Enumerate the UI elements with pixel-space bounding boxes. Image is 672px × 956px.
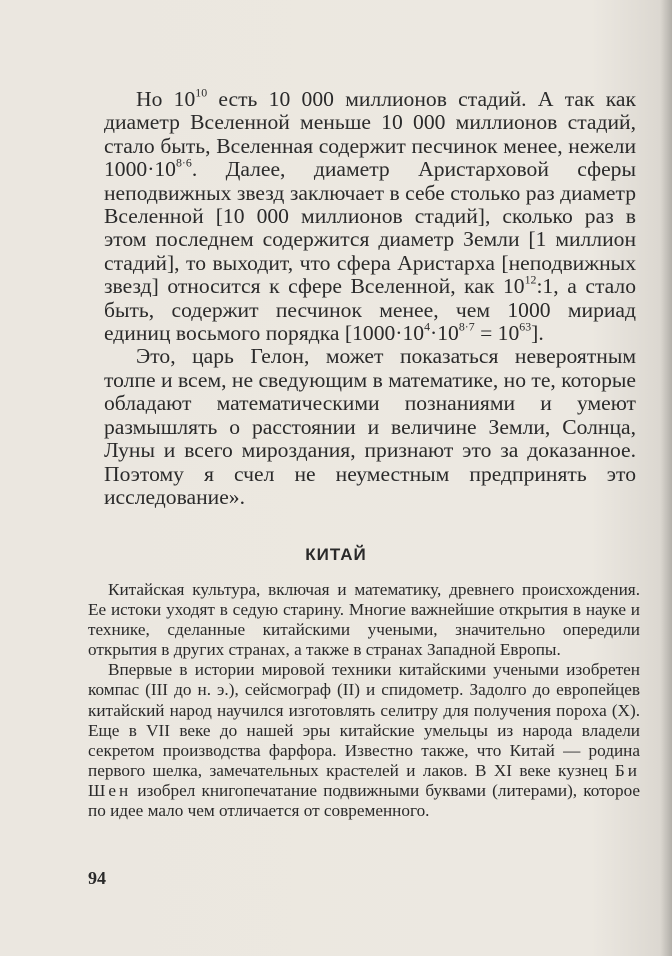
text-run: изобрел книгопечатание подвижными буквами (литерами), которое по идее мало чем отличается от современного. <box>88 780 640 821</box>
quote-paragraph-1 <box>104 85 636 346</box>
body-paragraph-1: Китайская культура, включая и математику, древнего происхождения. Ее истоки уходят в седую старину. Многие важнейшие открытия в науке и технике, сделанные китайскими учеными, значительно опередили открытия в других странах, а также в странах Западной Европы. <box>88 580 640 660</box>
quote-block <box>104 85 636 509</box>
superscript: 8·7 <box>458 319 475 334</box>
superscript: 8·6 <box>175 155 192 170</box>
superscript: 12 <box>524 272 537 287</box>
text-run: ·10 <box>430 321 459 346</box>
superscript: 63 <box>519 319 532 334</box>
text-run: Но 10 <box>136 87 196 111</box>
page-number: 94 <box>88 868 106 888</box>
text-run: :1, а стало быть, содержит песчинок менее, чем 1000 мириад единиц восьмого порядка [1000·10 <box>104 274 636 346</box>
section-body <box>88 580 640 821</box>
page-edge-shadow <box>660 0 672 956</box>
section-heading: КИТАЙ <box>305 545 367 564</box>
text-run: = 10 <box>474 321 520 346</box>
text-run: Впервые в истории мировой техники китайскими учеными изобретен компас (III до н. э.), сейсмограф (II) и спидометр. Задолго до европейцев китайский народ научился изготовлять селитру для получения пороха (X). Еще в VII веке до нашей эры китайские умельцы из народа владели секретом производства фарфора. Известно также, что Китай — родина первого шелка, замечательных крастелей и лаков. В XI веке кузнец <box>88 660 640 780</box>
quote-paragraph-2: Это, царь Гелон, может показаться невероятным толпе и всем, не сведующим в математике, но те, которые обладают математическими познаниями и умеют размышлять о расстоянии и величине Земли, Солнца, Луны и всего мироздания, признают это за доказанное. Поэтому я счел не неуместным предпринять это исследование». <box>104 344 636 509</box>
text-run: . Далее, диаметр Аристарховой сферы неподвижных звезд заключает в себе столько раз диаметр Вселенной [10 000 миллионов стадий], сколько раз в этом последнем содержится диаметр Земли [1 миллион стадий], то выходит, что сфера Аристарха [неподвижных звезд] относится к сфере Вселенной, как 10 <box>104 157 636 299</box>
superscript: 4 <box>424 319 431 334</box>
inventor-name: Би Шен <box>88 760 640 800</box>
body-paragraph-2 <box>88 660 640 821</box>
text-run: есть 10 000 миллионов стадий. А так как диаметр Вселенной меньше 10 000 миллионов стадий, стало быть, Вселенная содержит песчинок менее, нежели 1000·10 <box>104 87 636 182</box>
superscript: 10 <box>195 85 208 100</box>
text-run: ]. <box>531 321 544 346</box>
